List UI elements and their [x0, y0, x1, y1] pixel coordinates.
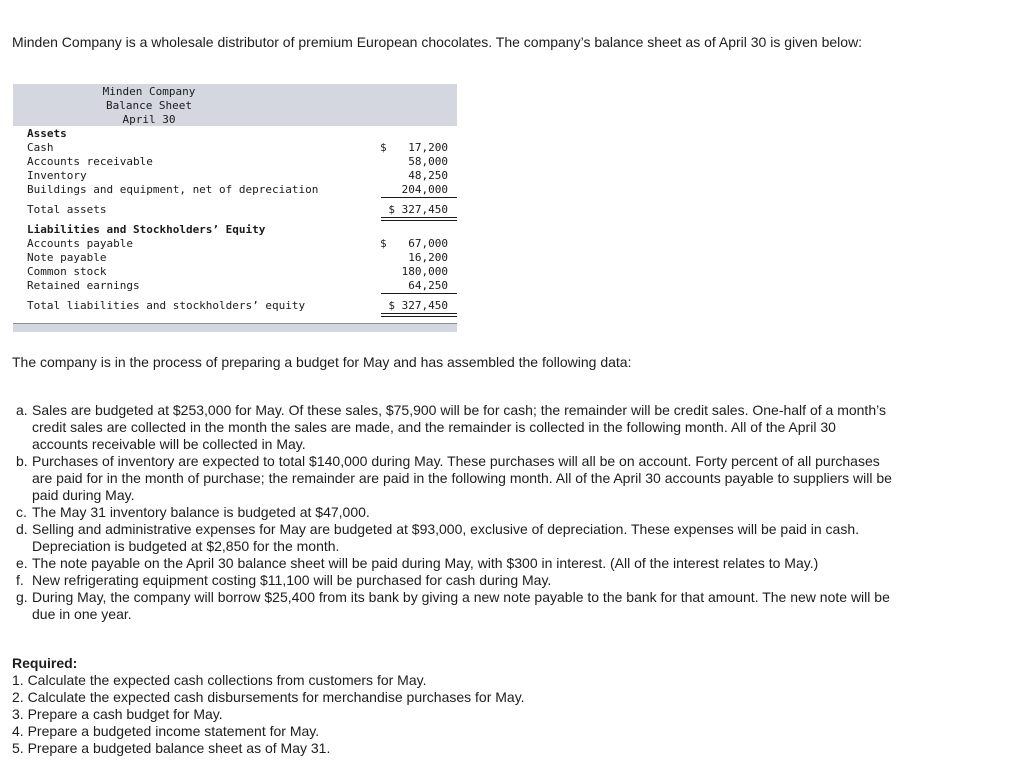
- liability-amount-note: 16,200: [408, 251, 448, 264]
- list-item: 4. Prepare a budgeted income statement for May.: [12, 723, 320, 739]
- subtotal-rule: [381, 197, 457, 198]
- asset-amount-buildings: 204,000: [401, 183, 448, 196]
- item-text: Purchases of inventory are expected to total $140,000 during May. These purchases will all be on account. Forty percent of all purchases are paid for in the month of purchase; the remainder are paid in the following month. All of the April 30 accounts payable to suppliers will be paid during May.: [32, 453, 892, 503]
- budget-lead-paragraph: The company is in the process of preparing a budget for May and has assembled the following data:: [12, 354, 632, 370]
- list-item: [14, 589, 894, 623]
- item-text: New refrigerating equipment costing $11,100 will be purchased for cash during May.: [32, 572, 552, 588]
- list-item: 1. Calculate the expected cash collections from customers for May.: [12, 672, 427, 688]
- balance-sheet-header: [13, 84, 457, 126]
- balance-sheet-footer: [13, 323, 457, 332]
- equity-label-common: Common stock: [27, 265, 107, 278]
- required-list: [12, 672, 712, 757]
- item-letter: e.: [16, 555, 28, 571]
- list-item: [14, 504, 894, 521]
- liability-amount-payable: 67,000: [408, 237, 448, 250]
- list-item: [14, 521, 894, 555]
- asset-label-inventory: Inventory: [27, 169, 87, 182]
- total-liabilities-amount: $ 327,450: [388, 299, 448, 312]
- assets-heading: Assets: [27, 127, 67, 140]
- item-text: Selling and administrative expenses for May are budgeted at $93,000, exclusive of depreciation. These expenses will be paid in cash. Depreciation is budgeted at $2,850 for the month.: [32, 521, 860, 554]
- asset-label-cash: Cash: [27, 141, 54, 154]
- required-section: [12, 655, 712, 757]
- asset-amount-receivable: 58,000: [408, 155, 448, 168]
- equity-amount-common: 180,000: [401, 265, 448, 278]
- item-letter: f.: [16, 572, 24, 588]
- item-letter: g.: [16, 589, 28, 605]
- item-text: The May 31 inventory balance is budgeted at $47,000.: [32, 504, 370, 520]
- equity-label-retained: Retained earnings: [27, 279, 140, 292]
- item-letter: c.: [16, 504, 27, 520]
- total-liabilities-label: Total liabilities and stockholders’ equity: [27, 299, 306, 312]
- list-item: 2. Calculate the expected cash disbursements for merchandise purchases for May.: [12, 689, 525, 705]
- balance-sheet-table: [13, 84, 457, 331]
- item-text: The note payable on the April 30 balance sheet will be paid during May, with $300 in interest. (All of the interest relates to May.): [32, 555, 819, 571]
- asset-dollar-sign: $: [380, 141, 387, 154]
- equity-amount-retained: 64,250: [408, 279, 448, 292]
- statement-date: April 30: [122, 113, 176, 126]
- liability-dollar-sign: $: [380, 237, 387, 250]
- asset-amount-cash: 17,200: [408, 141, 448, 154]
- item-text: During May, the company will borrow $25,400 from its bank by giving a new note payable to the bank for that amount. The new note will be due in one year.: [32, 589, 890, 622]
- total-assets-amount: $ 327,450: [388, 203, 448, 216]
- list-item: [14, 555, 894, 572]
- intro-paragraph: Minden Company is a wholesale distributor of premium European chocolates. The company’s balance sheet as of April 30 is given below:: [12, 34, 863, 50]
- item-letter: a.: [16, 402, 28, 418]
- total-double-rule: [381, 217, 457, 221]
- total-assets-label: Total assets: [27, 203, 107, 216]
- budget-data-list: [14, 402, 894, 623]
- list-item: [14, 402, 894, 453]
- list-item: [14, 572, 894, 589]
- list-item: 5. Prepare a budgeted balance sheet as of May 31.: [12, 740, 331, 756]
- list-item: 3. Prepare a cash budget for May.: [12, 706, 223, 722]
- statement-title: Balance Sheet: [105, 99, 193, 112]
- liability-label-payable: Accounts payable: [27, 237, 133, 250]
- list-item: [14, 453, 894, 504]
- item-letter: d.: [16, 521, 28, 537]
- item-letter: b.: [16, 453, 28, 469]
- company-name: Minden Company: [102, 85, 196, 98]
- asset-amount-inventory: 48,250: [408, 169, 448, 182]
- item-text: Sales are budgeted at $253,000 for May. Of these sales, $75,900 will be for cash; the remainder will be credit sales. One-half of a month’s credit sales are collected in the month the sales are made, and the remainder is collected in the following month. All of the April 30 accounts receivable will be collected in May.: [32, 402, 886, 452]
- liability-label-note: Note payable: [27, 251, 107, 264]
- required-title: Required:: [12, 655, 78, 671]
- asset-label-buildings: Buildings and equipment, net of depreciation: [27, 183, 319, 196]
- asset-label-receivable: Accounts receivable: [27, 155, 153, 168]
- subtotal-rule: [381, 293, 457, 294]
- liabilities-heading: Liabilities and Stockholders’ Equity: [27, 223, 266, 236]
- total-double-rule: [381, 313, 457, 317]
